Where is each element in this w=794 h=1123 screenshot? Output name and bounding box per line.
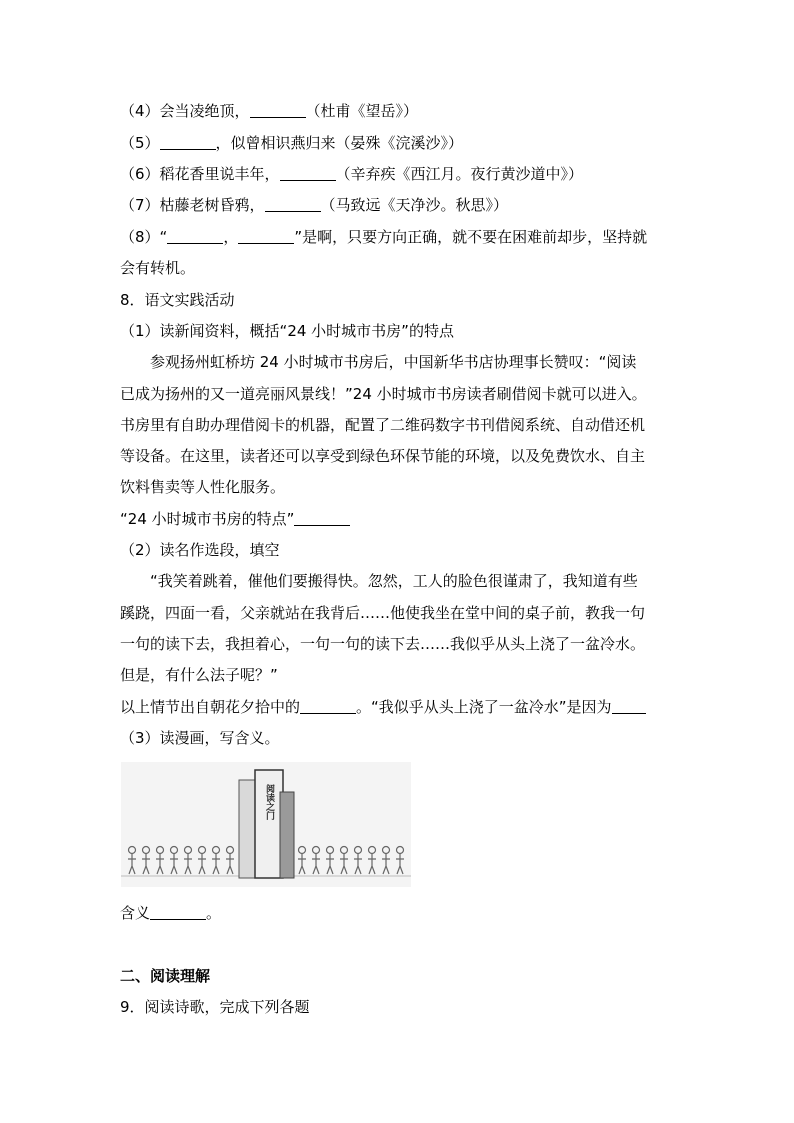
question-9-title: 9．阅读诗歌，完成下列各题 — [120, 998, 310, 1016]
answer-blank[interactable] — [238, 229, 294, 244]
answer-blank[interactable] — [160, 135, 216, 150]
excerpt-line: “我笑着跳着，催他们要搬得快。忽然，工人的脸色很谨肃了，我知道有些 — [150, 572, 638, 590]
excerpt-line: 一句的读下去，我担着心，一句一句的读下去……我似乎从头上浇了一盆冷水。 — [120, 635, 646, 653]
question-8-title: 8．语文实践活动 — [120, 291, 235, 309]
answer-blank[interactable] — [150, 905, 206, 920]
section-heading: 二、阅读理解 — [120, 967, 211, 985]
news-paragraph-line: 书房里有自助办理借阅卡的机器，配置了二维码数字书刊借阅系统、自动借还机 — [120, 416, 646, 434]
paragraph-line: 会有转机。 — [120, 259, 196, 277]
answer-blank[interactable] — [280, 166, 336, 181]
question-7-4: （4）会当凌绝顶， （杜甫《望岳》） — [120, 102, 419, 120]
news-paragraph-line: 饮料售卖等人性化服务。 — [120, 478, 286, 496]
excerpt-line: 但是，有什么法子呢？” — [120, 666, 278, 684]
news-paragraph-line: 等设备。在这里，读者还可以享受到绿色环保节能的环境，以及免费饮水、自主 — [120, 447, 646, 465]
answer-blank[interactable] — [300, 699, 356, 714]
answer-blank[interactable] — [612, 699, 646, 714]
question-7-6: （6）稻花香里说丰年， （辛弃疾《西江月。夜行黄沙道中》） — [120, 165, 584, 183]
question-8-1-answer: “24 小时城市书房的特点” — [120, 509, 350, 529]
question-7-7: （7）枯藤老树昏鸦， （马致远《天净沙。秋思》） — [120, 196, 509, 214]
question-8-3-answer: 含义 。 — [120, 904, 222, 922]
gate-label: 阅读之门 — [264, 784, 274, 820]
answer-blank[interactable] — [294, 511, 350, 526]
question-8-3: （3）读漫画，写含义。 — [120, 729, 280, 747]
question-7-5: （5） ，似曾相识燕归来（晏殊《浣溪沙》） — [120, 134, 464, 152]
cartoon-image — [121, 762, 411, 887]
question-8-2-answer: 以上情节出自朝花夕拾中的 。“我似乎从头上浇了一盆冷水”是因为 — [120, 697, 646, 717]
question-8-1: （1）读新闻资料，概括“24 小时城市书房”的特点 — [120, 322, 454, 340]
news-paragraph-line: 已成为扬州的又一道亮丽风景线！”24 小时城市书房读者刷借阅卡就可以进入。 — [120, 385, 647, 403]
question-7-8: （8）“ ， ”是啊，只要方向正确，就不要在困难前却步，坚持就 — [120, 228, 648, 246]
answer-blank[interactable] — [250, 103, 306, 118]
answer-blank[interactable] — [167, 229, 223, 244]
question-8-2: （2）读名作选段，填空 — [120, 541, 280, 559]
answer-blank[interactable] — [265, 197, 321, 212]
excerpt-line: 蹊跷，四面一看，父亲就站在我背后……他使我坐在堂中间的桌子前，教我一句 — [120, 604, 646, 622]
news-paragraph-line: 参观扬州虹桥坊 24 小时城市书房后，中国新华书店协理事长赞叹：“阅读 — [150, 353, 637, 371]
